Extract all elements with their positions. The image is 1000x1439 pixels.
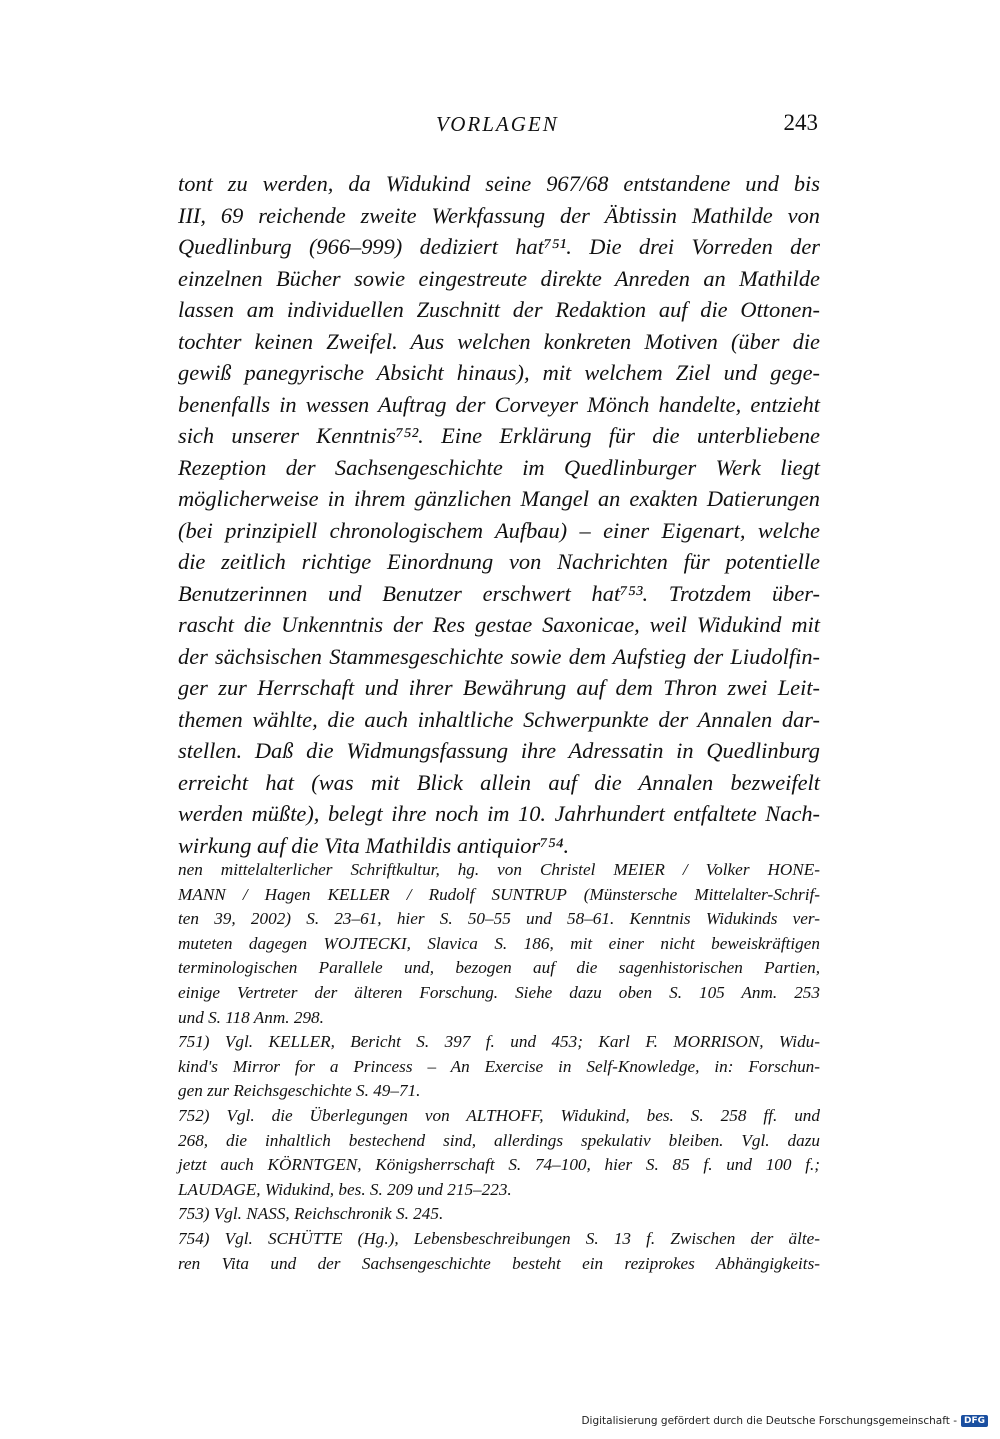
footnote-line: ten 39, 2002) S. 23–61, hier S. 50–55 und 58–61. Kenntnis Widukinds ver- [178, 909, 820, 929]
page-header [178, 112, 818, 144]
body-line: themen wählte, die auch inhaltliche Schwerpunkte der Annalen dar- [178, 706, 820, 732]
body-line: einzelnen Bücher sowie eingestreute direkte Anreden an Mathilde [178, 265, 820, 291]
footnote-line: terminologischen Parallele und, bezogen auf die sagenhistorischen Partien, [178, 958, 820, 978]
footnotes [178, 858, 820, 1276]
body-line: tont zu werden, da Widukind seine 967/68 entstandene und bis [178, 171, 820, 196]
body-line: sich unserer Kenntnis⁷⁵². Eine Erklärung für die unterbliebene [178, 423, 820, 448]
body-line: III, 69 reichende zweite Werkfassung der Äbtissin Mathilde von [178, 202, 820, 228]
body-line: gewiß panegyrische Absicht hinaus), mit welchem Ziel und gege- [178, 360, 820, 385]
body-line: benenfalls in wessen Auftrag der Corveyer Mönch handelte, entzieht [178, 391, 820, 417]
body-text [178, 168, 820, 861]
footnote-line: nen mittelalterlicher Schriftkultur, hg. von Christel MEIER / Volker HONE- [178, 860, 820, 879]
body-line: (bei prinzipiell chronologischem Aufbau) – einer Eigenart, welche [178, 517, 820, 543]
footnote-line: LAUDAGE, Widukind, bes. S. 209 und 215–223. [178, 1179, 512, 1199]
footnote-line: einige Vertreter der älteren Forschung. Siehe dazu oben S. 105 Anm. 253 [178, 982, 820, 1002]
footer-text: Digitalisierung gefördert durch die Deutsche Forschungsgemeinschaft - [581, 1415, 957, 1427]
body-line: der sächsischen Stammesgeschichte sowie dem Aufstieg der Liudolfin- [178, 643, 820, 669]
body-line: möglicherweise in ihrem gänzlichen Mangel an exakten Datierungen [178, 486, 820, 511]
footnote-line: kind's Mirror for a Princess – An Exercise in Self-Knowledge, in: Forschun- [178, 1056, 820, 1076]
footnote-754: 754) Vgl. SCHÜTTE (Hg.), Lebensbeschreibungen S. 13 f. Zwischen der älte- [178, 1228, 820, 1248]
footnote-line: jetzt auch KÖRNTGEN, Königsherrschaft S. 74–100, hier S. 85 f. und 100 f.; [178, 1155, 820, 1175]
body-line: ger zur Herrschaft und ihrer Bewährung auf dem Thron zwei Leit- [178, 675, 820, 700]
body-line: Quedlinburg (966–999) dediziert hat⁷⁵¹. Die drei Vorreden der [178, 234, 820, 259]
dfg-logo-icon: DFG [961, 1415, 988, 1427]
footnote-line: MANN / Hagen KELLER / Rudolf SUNTRUP (Münstersche Mittelalter-Schrif- [178, 884, 820, 904]
body-line: Rezeption der Sachsengeschichte im Quedlinburger Werk liegt [178, 454, 820, 480]
body-line: wirkung auf die Vita Mathildis antiquior⁷⁵⁴. [178, 832, 570, 858]
body-line: tochter keinen Zweifel. Aus welchen konkreten Motiven (über die [178, 328, 820, 354]
body-line: werden müßte), belegt ihre noch im 10. Jahrhundert entfaltete Nach- [178, 801, 820, 826]
body-line: lassen am individuellen Zuschnitt der Redaktion auf die Ottonen- [178, 297, 820, 322]
body-line: Benutzerinnen und Benutzer erschwert hat⁷⁵³. Trotzdem über- [178, 580, 820, 606]
body-line: stellen. Daß die Widmungsfassung ihre Adressatin in Quedlinburg [178, 738, 820, 763]
digitization-footer [581, 1415, 988, 1427]
footnote-753: 753) Vgl. NASS, Reichschronik S. 245. [178, 1204, 444, 1224]
footnote-line: 268, die inhaltlich bestechend sind, allerdings spekulativ bleiben. Vgl. dazu [178, 1130, 820, 1150]
footnote-line: ren Vita und der Sachsengeschichte besteht ein reziprokes Abhängigkeits- [178, 1253, 820, 1273]
footnote-752: 752) Vgl. die Überlegungen von ALTHOFF, Widukind, bes. S. 258 ff. und [178, 1105, 820, 1125]
page-number: 243 [783, 110, 818, 135]
footnote-751: 751) Vgl. KELLER, Bericht S. 397 f. und 453; Karl F. MORRISON, Widu- [178, 1032, 820, 1052]
footnote-line: und S. 118 Anm. 298. [178, 1007, 324, 1027]
body-line: die zeitlich richtige Einordnung von Nachrichten für potentielle [178, 549, 820, 574]
footnote-line: muteten dagegen WOJTECKI, Slavica S. 186, mit einer nicht beweiskräftigen [178, 933, 820, 953]
body-line: erreicht hat (was mit Blick allein auf die Annalen bezweifelt [178, 769, 820, 795]
running-title: VORLAGEN [436, 112, 559, 136]
body-line: rascht die Unkenntnis der Res gestae Saxonicae, weil Widukind mit [178, 612, 820, 637]
footnote-line: gen zur Reichsgeschichte S. 49–71. [178, 1081, 421, 1101]
